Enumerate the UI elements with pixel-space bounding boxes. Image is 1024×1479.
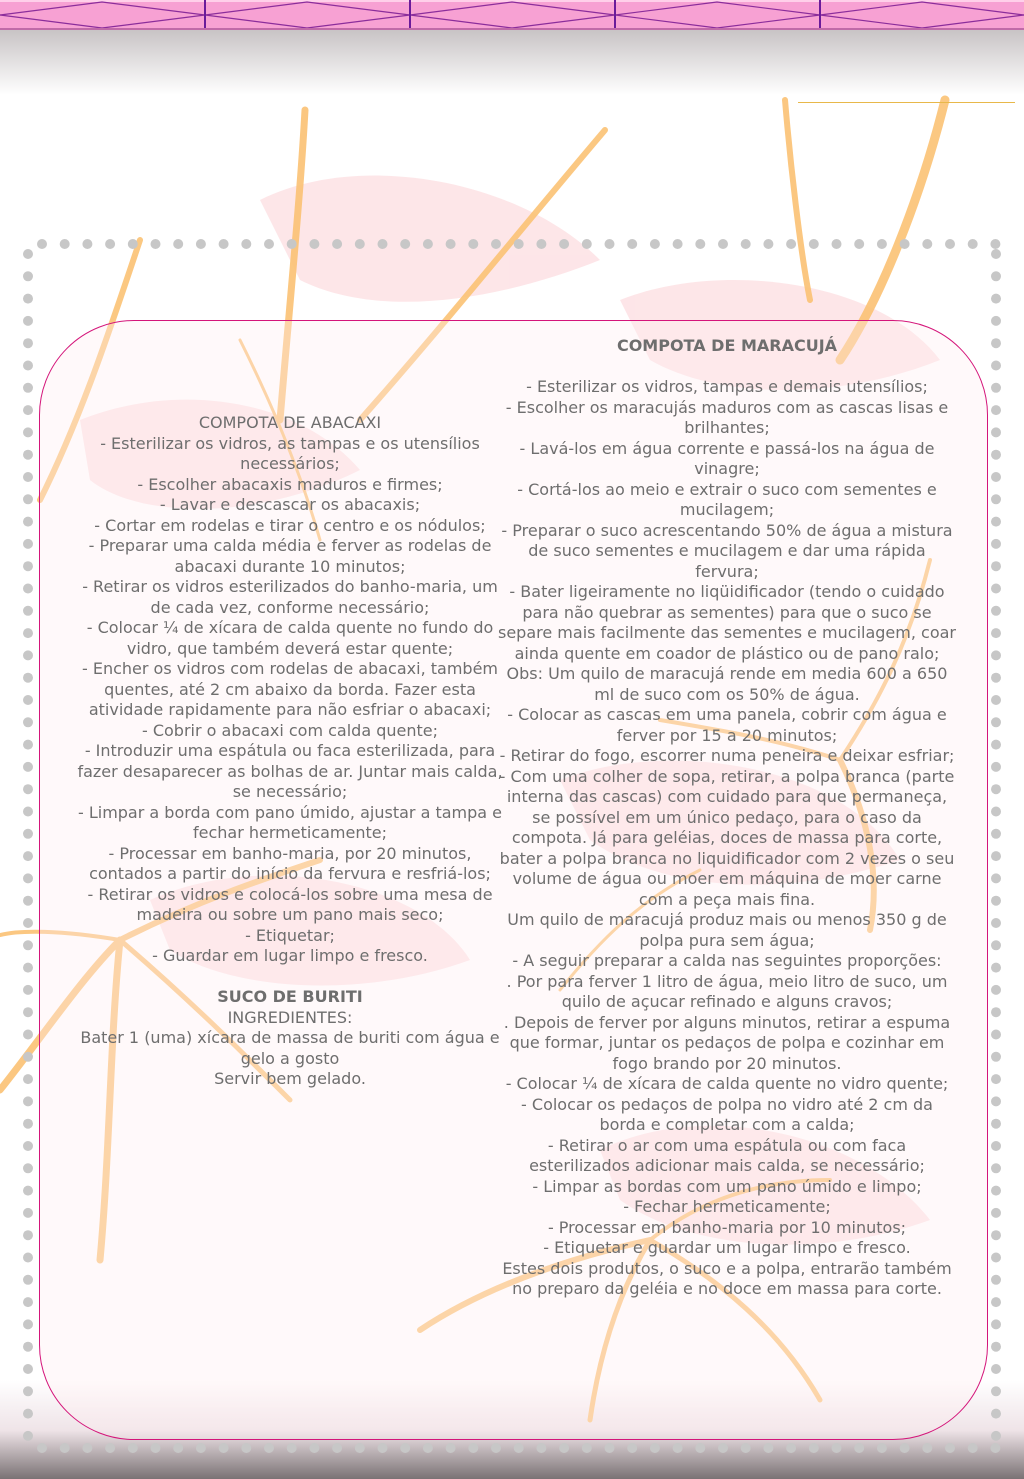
border-dot [23,1163,33,1173]
border-dot [991,918,1001,928]
border-dot [23,1364,33,1374]
border-dot [991,717,1001,727]
border-dot [991,851,1001,861]
border-dot [991,539,1001,549]
border-dot [23,717,33,727]
border-dot [582,239,592,249]
border-dot [991,1208,1001,1218]
border-dot [991,1342,1001,1352]
gold-divider-line [798,102,1015,103]
border-dot [991,650,1001,660]
border-dot [991,338,1001,348]
buriti-line: INGREDIENTES: [227,1007,353,1027]
border-dot [151,239,161,249]
border-dot [23,472,33,482]
border-dot [991,1364,1001,1374]
border-dot [968,239,978,249]
border-dot [23,740,33,750]
border-dot [23,695,33,705]
border-dot [991,1297,1001,1307]
border-dot [741,239,751,249]
abacaxi-step: - Processar em banho-maria, por 20 minutos, contados a partir do início da fervura e resfriá-los; [89,843,491,883]
border-dot [536,1443,546,1453]
border-dot [82,239,92,249]
border-dot [695,239,705,249]
maracuja-step: Estes dois produtos, o suco e a polpa, entrarão também no preparo da geléia e no doce em massa para corte. [502,1258,952,1298]
maracuja-step: - Retirar do fogo, escorrer numa peneira e deixar esfriar; [499,746,955,765]
border-dot [446,1443,456,1453]
abacaxi-step: - Encher os vidros com rodelas de abacaxi, também quentes, até 2 cm abaixo da borda. Fazer esta atividade rapidamente para não esfriar o abacaxi; [81,659,498,719]
border-dot [991,963,1001,973]
border-dot [991,517,1001,527]
maracuja-step: - Colocar ¼ de xícara de calda quente no vidro quente; [505,1074,949,1093]
border-dot [559,239,569,249]
maracuja-step: - Esterilizar os vidros, tampas e demais utensílios; [526,377,928,396]
border-dot [23,405,33,415]
border-dot [23,249,33,259]
border-dot [991,1052,1001,1062]
border-dot [991,561,1001,571]
maracuja-step: Um quilo de maracujá produz mais ou menos 350 g de polpa pura sem água; [507,910,947,950]
border-dot [332,239,342,249]
border-dot [23,271,33,281]
border-dot [991,1119,1001,1129]
border-dot [877,1443,887,1453]
border-dot [23,1431,33,1441]
border-dot [23,1386,33,1396]
border-dot [695,1443,705,1453]
border-dot [423,239,433,249]
border-dot [991,405,1001,415]
border-dot [991,762,1001,772]
border-dot [23,873,33,883]
border-dot [23,1096,33,1106]
border-dot [23,294,33,304]
maracuja-step: - Preparar o suco acrescentando 50% de água a mistura de suco sementes e mucilagem e dar uma rápida fervura; [501,520,953,581]
border-dot [23,963,33,973]
right-column [498,336,956,1300]
border-dot [151,1443,161,1453]
border-dot [264,239,274,249]
border-dot [241,239,251,249]
border-dot [196,1443,206,1453]
border-dot [355,239,365,249]
abacaxi-step: - Lavar e descascar os abacaxis; [159,495,421,514]
maracuja-step: - A seguir preparar a calda nas seguintes proporções: [512,951,942,970]
border-dot [991,829,1001,839]
abacaxi-step: - Guardar em lugar limpo e fresco. [152,946,428,965]
border-dot [23,851,33,861]
border-dot [196,239,206,249]
border-dot [582,1443,592,1453]
border-dot [627,1443,637,1453]
abacaxi-step: - Etiquetar; [245,925,335,945]
border-dot [991,1163,1001,1173]
border-dot [491,1443,501,1453]
border-dot [23,1253,33,1263]
border-dot [309,1443,319,1453]
maracuja-title: COMPOTA DE MARACUJÁ [616,336,838,355]
border-dot [264,1443,274,1453]
border-dot [128,1443,138,1453]
border-dot [763,1443,773,1453]
border-dot [991,985,1001,995]
abacaxi-step: - Cortar em rodelas e tirar o centro e os nódulos; [94,515,486,535]
border-dot [355,1443,365,1453]
border-dot [23,1409,33,1419]
border-dot [991,1096,1001,1106]
border-dot [832,1443,842,1453]
border-dot [37,1443,47,1453]
border-dot [23,361,33,371]
border-dot [173,1443,183,1453]
border-dot [809,239,819,249]
abacaxi-step: - Esterilizar os vidros, as tampas e os utensílios necessários; [100,433,480,473]
abacaxi-step: - Retirar os vidros e colocá-los sobre uma mesa de madeira ou sobre um pano mais seco; [87,884,493,924]
border-dot [991,940,1001,950]
border-dot [786,1443,796,1453]
border-dot [991,494,1001,504]
border-dot [23,427,33,437]
left-column [70,413,510,1090]
border-dot [990,1443,1000,1453]
buriti-line: Servir bem gelado. [214,1069,366,1088]
border-dot [991,427,1001,437]
border-dot [514,239,524,249]
abacaxi-title: COMPOTA DE ABACAXI [198,413,382,432]
border-dot [809,1443,819,1453]
border-dot [991,1275,1001,1285]
border-dot [173,239,183,249]
border-dot [991,249,1001,259]
border-dot [23,1119,33,1129]
border-dot [23,1186,33,1196]
border-dot [991,1007,1001,1017]
border-dot [991,472,1001,482]
border-dot [991,673,1001,683]
border-dot [23,517,33,527]
border-dot [673,239,683,249]
maracuja-step: - Bater ligeiramente no liqüidificador (tendo o cuidado para não quebrar as sementes) para que o suco se separe mais facilmente das sementes e mucilagem, coar ainda quente em coador de plástico ou de pano ralo; [498,582,956,663]
buriti-title: SUCO DE BURITI [217,987,363,1006]
border-dot [718,1443,728,1453]
border-dot [968,1443,978,1453]
border-dot [400,1443,410,1453]
border-dot [23,1007,33,1017]
border-dot [23,829,33,839]
maracuja-step: - Escolher os maracujás maduros com as cascas lisas e brilhantes; [505,397,949,437]
border-dot [219,1443,229,1453]
maracuja-step: - Etiquetar e guardar um lugar limpo e fresco. [543,1238,911,1257]
border-dot [673,1443,683,1453]
abacaxi-steps [70,434,510,967]
border-dot [23,762,33,772]
border-dot [990,239,1000,249]
maracuja-step: - Cortá-los ao meio e extrair o suco com sementes e mucilagem; [517,479,937,519]
border-dot [991,1409,1001,1419]
maracuja-step: - Retirar o ar com uma espátula ou com faca esterilizados adicionar mais calda, se necessário; [529,1135,925,1175]
border-dot [23,539,33,549]
border-dot [991,450,1001,460]
border-dot [991,361,1001,371]
border-dot [23,584,33,594]
border-dot [23,1074,33,1084]
border-dot [854,239,864,249]
border-dot [605,1443,615,1453]
maracuja-step: . Depois de ferver por alguns minutos, retirar a espuma que formar, juntar os pedaços de polpa e cozinhar em fogo brando por 20 minutos. [503,1012,951,1073]
border-dot [559,1443,569,1453]
maracuja-step: - Processar em banho-maria por 10 minutos; [547,1217,907,1237]
border-dot [991,896,1001,906]
border-dot [23,1275,33,1285]
abacaxi-step: - Introduzir uma espátula ou faca esterilizada, para fazer desaparecer as bolhas de ar. Juntar mais calda, se necessário; [77,741,503,801]
maracuja-step: - Lavá-los em água corrente e passá-los na água de vinagre; [519,438,935,478]
border-dot [900,239,910,249]
border-dot [945,239,955,249]
border-dot [23,606,33,616]
border-dot [991,740,1001,750]
border-dot [37,239,47,249]
border-dot [23,1141,33,1151]
abacaxi-step: - Cobrir o abacaxi com calda quente; [141,720,439,740]
maracuja-step: Obs: Um quilo de maracujá rende em media 600 a 650 ml de suco com os 50% de água. [506,664,948,704]
abacaxi-step: - Escolher abacaxis maduros e firmes; [137,474,443,494]
border-dot [991,1253,1001,1263]
border-dot [219,239,229,249]
border-dot [23,1030,33,1040]
border-dot [378,239,388,249]
border-dot [991,1074,1001,1084]
border-dot [241,1443,251,1453]
border-dot [60,239,70,249]
border-dot [991,1386,1001,1396]
border-dot [400,239,410,249]
border-dot [991,807,1001,817]
maracuja-step: - Fechar hermeticamente; [623,1197,831,1216]
maracuja-steps [498,377,956,1300]
border-dot [991,271,1001,281]
border-dot [60,1443,70,1453]
border-dot [991,628,1001,638]
border-dot [23,985,33,995]
border-dot [23,807,33,817]
border-dot [991,695,1001,705]
border-dot [446,239,456,249]
border-dot [23,784,33,794]
border-dot [627,239,637,249]
maracuja-step: . Por para ferver 1 litro de água, meio litro de suco, um quilo de açucar refinado e alguns cravos; [506,971,948,1011]
border-dot [650,239,660,249]
border-dot [23,650,33,660]
border-dot [23,918,33,928]
border-dot [468,239,478,249]
border-dot [332,1443,342,1453]
border-dot [105,239,115,249]
border-dot [468,1443,478,1453]
border-dot [718,239,728,249]
border-dot [991,584,1001,594]
border-dot [922,1443,932,1453]
border-dot [23,1297,33,1307]
border-dot [23,628,33,638]
border-dot [23,940,33,950]
border-dot [991,1431,1001,1441]
border-dot [23,673,33,683]
border-dot [23,1052,33,1062]
abacaxi-step: - Limpar a borda com pano úmido, ajustar a tampa e fechar hermeticamente; [77,802,503,842]
border-dot [991,1319,1001,1329]
border-dot [491,239,501,249]
border-dot [991,1186,1001,1196]
border-dot [832,239,842,249]
abacaxi-step: - Retirar os vidros esterilizados do banho-maria, um de cada vez, conforme necessário; [82,577,498,617]
border-dot [900,1443,910,1453]
abacaxi-step: - Colocar ¼ de xícara de calda quente no fundo do vidro, que também deverá estar quente; [86,618,494,658]
border-dot [605,239,615,249]
buriti-lines [70,1008,510,1090]
border-dot [991,383,1001,393]
border-dot [105,1443,115,1453]
border-dot [991,784,1001,794]
border-dot [23,1230,33,1240]
border-dot [854,1443,864,1453]
border-dot [23,561,33,571]
border-dot [991,1030,1001,1040]
border-dot [991,873,1001,883]
border-dot [945,1443,955,1453]
border-dot [23,896,33,906]
border-dot [23,338,33,348]
border-dot [991,606,1001,616]
border-dot [763,239,773,249]
border-dot [23,316,33,326]
maracuja-step: - Com uma colher de sopa, retirar, a polpa branca (parte interna das cascas) com cuidado para que permaneça, se possível em um único pedaço, para o caso da compota. Já para geléias, doces de massa para corte, bater a polpa branca no liquidificador com 2 vezes o seu volume de água ou moer em máquina de moer carne com a peça mais fina. [499,766,955,909]
border-dot [287,1443,297,1453]
border-dot [786,239,796,249]
buriti-line: Bater 1 (uma) xícara de massa de buriti com água e gelo a gosto [80,1028,500,1068]
border-dot [23,450,33,460]
border-dot [423,1443,433,1453]
border-dot [23,1319,33,1329]
border-dot [991,294,1001,304]
border-dot [82,1443,92,1453]
border-dot [536,239,546,249]
abacaxi-step: - Preparar uma calda média e ferver as rodelas de abacaxi durante 10 minutos; [88,536,492,576]
border-dot [991,1141,1001,1151]
border-dot [23,383,33,393]
border-dot [128,239,138,249]
border-dot [378,1443,388,1453]
maracuja-step: - Limpar as bordas com um pano úmido e limpo; [532,1176,922,1196]
border-dot [514,1443,524,1453]
border-dot [991,1230,1001,1240]
border-dot [741,1443,751,1453]
border-dot [991,316,1001,326]
border-dot [23,1342,33,1352]
border-dot [23,494,33,504]
border-dot [650,1443,660,1453]
border-dot [287,239,297,249]
border-dot [309,239,319,249]
maracuja-step: - Colocar os pedaços de polpa no vidro até 2 cm da borda e completar com a calda; [521,1094,933,1134]
border-dot [23,1208,33,1218]
border-dot [877,239,887,249]
maracuja-step: - Colocar as cascas em uma panela, cobrir com água e ferver por 15 a 20 minutos; [507,705,947,745]
border-dot [922,239,932,249]
